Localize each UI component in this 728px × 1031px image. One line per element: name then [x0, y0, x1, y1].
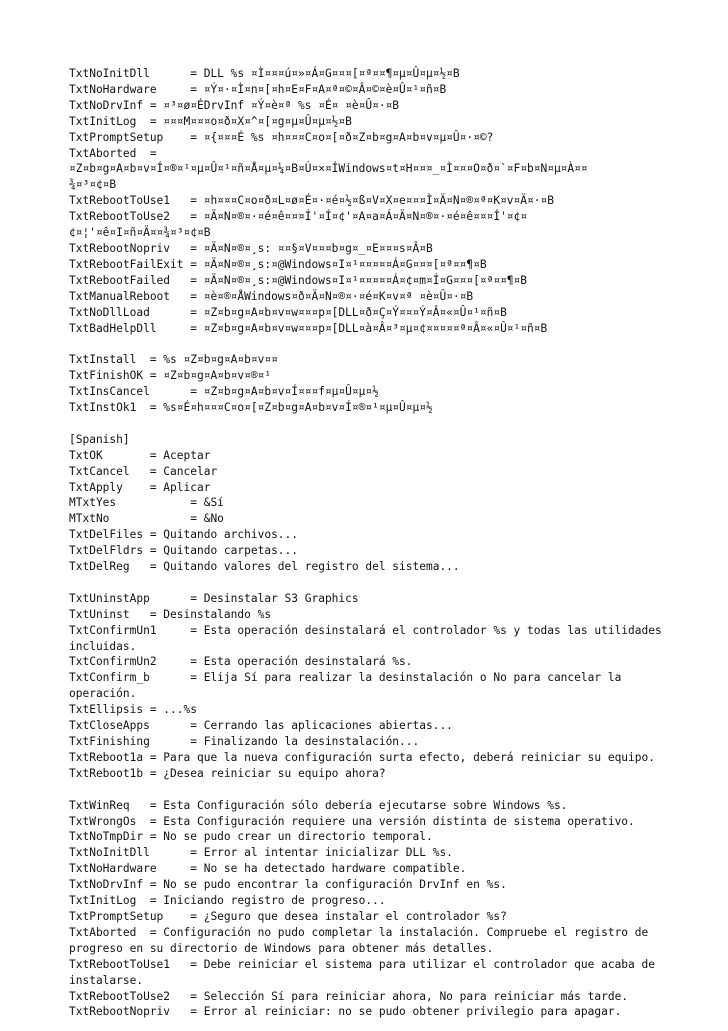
- text-line: ¢¤¦'¤ê¤I¤ñ¤Ä¤¤¾¤³¤¢¤B: [69, 226, 211, 240]
- text-line: ¾¤³¤¢¤B: [69, 178, 117, 192]
- text-line: MTxtNo = &No: [69, 512, 224, 526]
- text-line: TxtAborted = Configuración no pudo completar la instalación. Compruebe el registro de progreso en su directorio de Windows para obtener más detalles.: [69, 925, 655, 955]
- text-line: TxtInstOk1 = %s¤É¤h¤¤¤C¤o¤[¤Z¤b¤g¤A¤b¤v¤Í¤®¤¹¤µ¤Û¤µ¤½: [69, 401, 433, 415]
- text-line: MTxtYes = &Sí: [69, 496, 224, 510]
- text-line: TxtUninst = Desinstalando %s: [69, 607, 272, 621]
- text-line: TxtNoInitDll = DLL %s ¤Ì¤¤¤ú¤»¤Á¤G¤¤¤[¤ª¤¤¶¤µ¤Û¤µ¤½¤B: [69, 67, 460, 80]
- text-line: TxtRebootNopriv = ¤Ä¤N¤®¤¸s: ¤¤§¤V¤¤¤b¤g¤_¤E¤¤¤s¤Â¤B: [69, 241, 433, 255]
- text-line: TxtApply = Aplicar: [69, 480, 211, 494]
- text-line: TxtDelReg = Quitando valores del registro del sistema...: [69, 560, 460, 574]
- text-line: TxtInstall = %s ¤Z¤b¤g¤A¤b¤v¤¤: [69, 353, 278, 367]
- text-line: TxtInitLog = ¤¤¤M¤¤¤o¤ð¤X¤^¤[¤g¤µ¤Û¤µ¤½¤B: [69, 114, 352, 128]
- text-line: TxtAborted =: [69, 146, 157, 160]
- blank-line: [69, 575, 668, 591]
- text-line: TxtNoDrvInf = ¤³¤ø¤ÉDrvInf ¤Ý¤è¤ª %s ¤É¤ ¤è¤Û¤·¤B: [69, 98, 400, 112]
- text-line: TxtNoInitDll = Error al intentar inicializar DLL %s.: [69, 846, 453, 860]
- text-line: TxtPromptSetup = ¤{¤¤¤É %s ¤h¤¤¤C¤o¤[¤ð¤Z¤b¤g¤A¤b¤v¤µ¤Û¤·¤©?: [69, 130, 494, 144]
- text-line: TxtInsCancel = ¤Z¤b¤g¤A¤b¤v¤Í¤¤¤f¤µ¤Û¤µ¤½: [69, 385, 379, 399]
- text-line: TxtRebootFailed = ¤Ä¤N¤®¤¸s:¤@Windows¤I¤¹¤¤¤¤¤Á¤¢¤m¤Í¤G¤¤¤[¤ª¤¤¶¤B: [69, 273, 528, 287]
- text-line: TxtWrongOs = Esta Configuración requiere una versión distinta de sistema operativo.: [69, 814, 635, 828]
- text-line: TxtWinReq = Esta Configuración sólo debería ejecutarse sobre Windows %s.: [69, 798, 568, 812]
- text-line: TxtNoHardware = ¤Ý¤·¤Ì¤n¤[¤h¤E¤F¤A¤ª¤©¤Â¤©¤è¤Û¤¹¤ñ¤B: [69, 82, 447, 96]
- text-line: TxtUninstApp = Desinstalar S3 Graphics: [69, 591, 359, 605]
- text-line: TxtConfirm_b = Elija Sí para realizar la desinstalación o No para cancelar la operación.: [69, 671, 629, 701]
- text-line: TxtNoDllLoad = ¤Z¤b¤g¤A¤b¤v¤w¤¤¤p¤[DLL¤ð¤Ç¤Ý¤¤¤Ý¤Â¤«¤Û¤¹¤ñ¤B: [69, 305, 507, 319]
- text-line: TxtInitLog = Iniciando registro de progreso...: [69, 894, 386, 908]
- text-line: TxtDelFldrs = Quitando carpetas...: [69, 544, 299, 558]
- blank-line: [69, 782, 668, 798]
- blank-line: [69, 416, 668, 432]
- text-line: TxtCancel = Cancelar: [69, 464, 218, 478]
- text-line: TxtPromptSetup = ¿Seguro que desea instalar el controlador %s?: [69, 909, 507, 923]
- text-line: TxtNoTmpDir = No se pudo crear un directorio temporal.: [69, 830, 433, 844]
- text-line: TxtRebootToUse2 = ¤Ä¤N¤®¤·¤é¤ê¤¤¤Í'¤Í¤¢'¤A¤a¤Á¤Ä¤N¤®¤·¤é¤ê¤¤¤Í'¤¢¤: [69, 210, 528, 224]
- text-line: TxtDelFiles = Quitando archivos...: [69, 528, 299, 542]
- text-line: TxtFinishing = Finalizando la desinstalación...: [69, 735, 420, 749]
- text-line: ¤Z¤b¤g¤A¤b¤v¤Í¤®¤¹¤µ¤Û¤¹¤ñ¤Å¤µ¤¼¤B¤Ú¤×¤ÍWindows¤t¤H¤¤¤_¤Ì¤¤¤O¤ð¤`¤F¤b¤N¤µ¤À¤¤: [69, 162, 588, 176]
- text-line: TxtReboot1b = ¿Desea reiniciar su equipo ahora?: [69, 766, 386, 780]
- text-line: TxtCloseApps = Cerrando las aplicaciones abiertas...: [69, 719, 453, 733]
- text-line: [Spanish]: [69, 432, 130, 446]
- text-line: TxtNoDrvInf = No se pudo encontrar la configuración DrvInf en %s.: [69, 878, 507, 892]
- text-line: TxtRebootToUse1 = ¤h¤¤¤C¤o¤ð¤L¤ø¤É¤·¤é¤½¤ß¤V¤X¤e¤¤¤Ì¤Ä¤N¤®¤ª¤K¤v¤Ä¤·¤B: [69, 194, 554, 208]
- text-line: TxtEllipsis = ...%s: [69, 703, 197, 717]
- text-line: TxtManualReboot = ¤è¤®¤ÅWindows¤ð¤Ä¤N¤®¤·¤é¤K¤v¤ª ¤è¤Û¤·¤B: [69, 289, 474, 303]
- text-line: TxtRebootNopriv = Error al reiniciar: no se pudo obtener privilegio para apagar.: [69, 1005, 622, 1019]
- text-line: TxtBadHelpDll = ¤Z¤b¤g¤A¤b¤v¤w¤¤¤p¤[DLL¤à¤Â¤³¤µ¤¢¤¤¤¤¤ª¤Â¤«¤Û¤¹¤ñ¤B: [69, 321, 548, 335]
- text-line: TxtRebootFailExit = ¤Ä¤N¤®¤¸s:¤@Windows¤I¤¹¤¤¤¤¤Á¤G¤¤¤[¤ª¤¤¶¤B: [69, 257, 487, 271]
- text-line: TxtNoHardware = No se ha detectado hardware compatible.: [69, 862, 467, 876]
- text-line: TxtFinishOK = ¤Z¤b¤g¤A¤b¤v¤®¤¹: [69, 369, 272, 383]
- text-line: TxtConfirmUn2 = Esta operación desinstalará %s.: [69, 655, 413, 669]
- text-line: TxtRebootToUse2 = Selección Sí para reiniciar ahora, No para reiniciar más tarde.: [69, 989, 629, 1003]
- text-line: TxtOK = Aceptar: [69, 448, 211, 462]
- blank-line: [69, 336, 668, 352]
- text-line: TxtConfirmUn1 = Esta operación desinstalará el controlador %s y todas las utilidades incluidas.: [69, 623, 669, 653]
- text-line: TxtRebootToUse1 = Debe reiniciar el sistema para utilizar el controlador que acaba de instalarse.: [69, 957, 662, 987]
- text-line: TxtReboot1a = Para que la nueva configuración surta efecto, deberá reiniciar su equipo.: [69, 750, 655, 764]
